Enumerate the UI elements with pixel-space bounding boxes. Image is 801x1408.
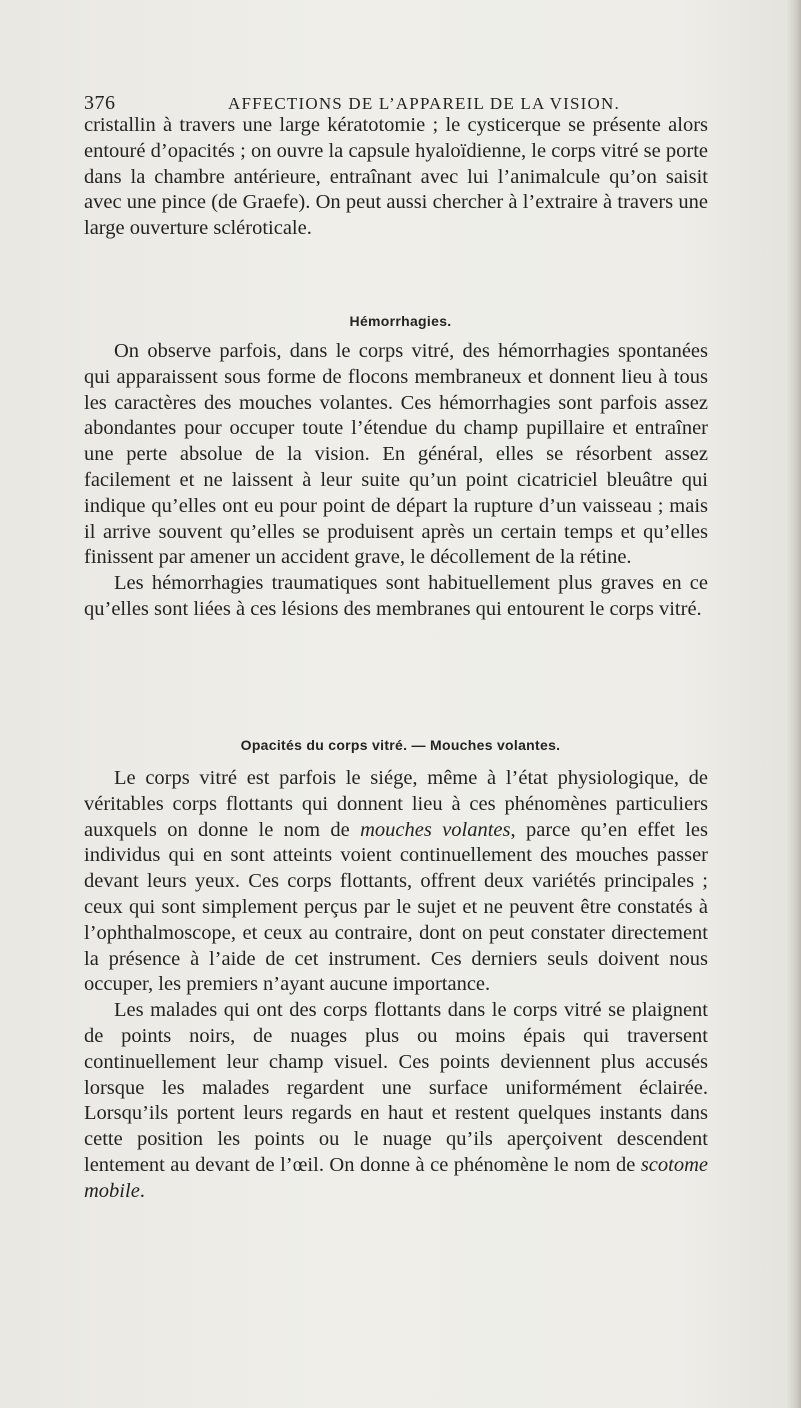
page-edge-shadow <box>785 0 801 1408</box>
paragraph <box>84 766 708 998</box>
section-heading-hemorrhagies: Hémorrhagies. <box>349 313 452 329</box>
paragraph: Les hémorrhagies traumatiques sont habituellement plus graves en ce qu’elles sont liées à ces lésions des membranes qui entourent le corps vitré. <box>84 572 708 620</box>
italic-term: mouches volantes <box>360 818 511 841</box>
paragraph: cristallin à travers une large kératotomie ; le cysticerque se présente alors entouré d’opacités ; on ouvre la capsule hyaloïdienne, le corps vitré se porte dans la chambre antérieure, entraînant avec lui l’animalcule qu’on saisit avec une pince (de Graefe). On peut aussi chercher à l’extraire à travers une large ouverture scléroticale. <box>84 114 708 240</box>
running-head: AFFECTIONS DE L’APPAREIL DE LA VISION. <box>228 94 620 113</box>
paragraph-continuation <box>84 113 708 242</box>
section-heading-opacites: Opacités du corps vitré. — Mouches volantes. <box>240 737 561 753</box>
text-run: Les malades qui ont des corps flottants dans le corps vitré se plaignent de points noirs, de nuages plus ou moins épais qui traversent continuellement leur champ visuel. Ces points deviennent plus accusés lorsque les malades regardent une surface uniformément éclairée. Lorsqu’ils portent leurs regards en haut et restent quelques instants dans cette position les points ou le nuage qu’ils aperçoivent descendent lentement au devant de l’œil. On donne à ce phénomène le nom de <box>84 999 708 1176</box>
italic-term: scotome mobile <box>84 1153 708 1202</box>
paragraph <box>84 998 708 1204</box>
text-run: . <box>139 1179 145 1202</box>
section-hemorrhagies-body <box>84 339 708 623</box>
section-opacites-body <box>84 766 708 1205</box>
text-run: Le corps vitré est parfois le siége, même à l’état physiologique, de véritables corps flottants qui donnent lieu à ces phénomènes particuliers auxquels on donne le nom de <box>84 767 708 841</box>
text-run: , parce qu’en effet les individus qui en sont atteints voient continuellement des mouches passer devant leurs yeux. Ces corps flottants, offrent deux variétés principales ; ceux qui sont simplement perçus par le sujet et ne peuvent être constatés à l’ophthalmoscope, et ceux au contraire, dont on peut constater directement la présence à l’aide de cet instrument. Ces derniers seuls doivent nous occuper, les premiers n’ayant aucune importance. <box>84 818 709 996</box>
paragraph: On observe parfois, dans le corps vitré, des hémorrhagies spontanées qui apparaissent sous forme de flocons membraneux et donnent lieu à tous les caractères des mouches volantes. Ces hémorrhagies sont parfois assez abondantes pour occuper toute l’étendue du champ pupillaire et entraîner une perte absolue de la vision. En général, elles se résorbent assez facilement et ne laissent à leur suite qu’un point cicatriciel bleuâtre qui indique qu’elles ont eu pour point de départ la rupture d’un vaisseau ; mais il arrive souvent qu’elles se produisent après un certain temps et qu’elles finissent par amener un accident grave, le décollement de la rétine. <box>84 340 708 569</box>
page-number: 376 <box>84 92 116 114</box>
